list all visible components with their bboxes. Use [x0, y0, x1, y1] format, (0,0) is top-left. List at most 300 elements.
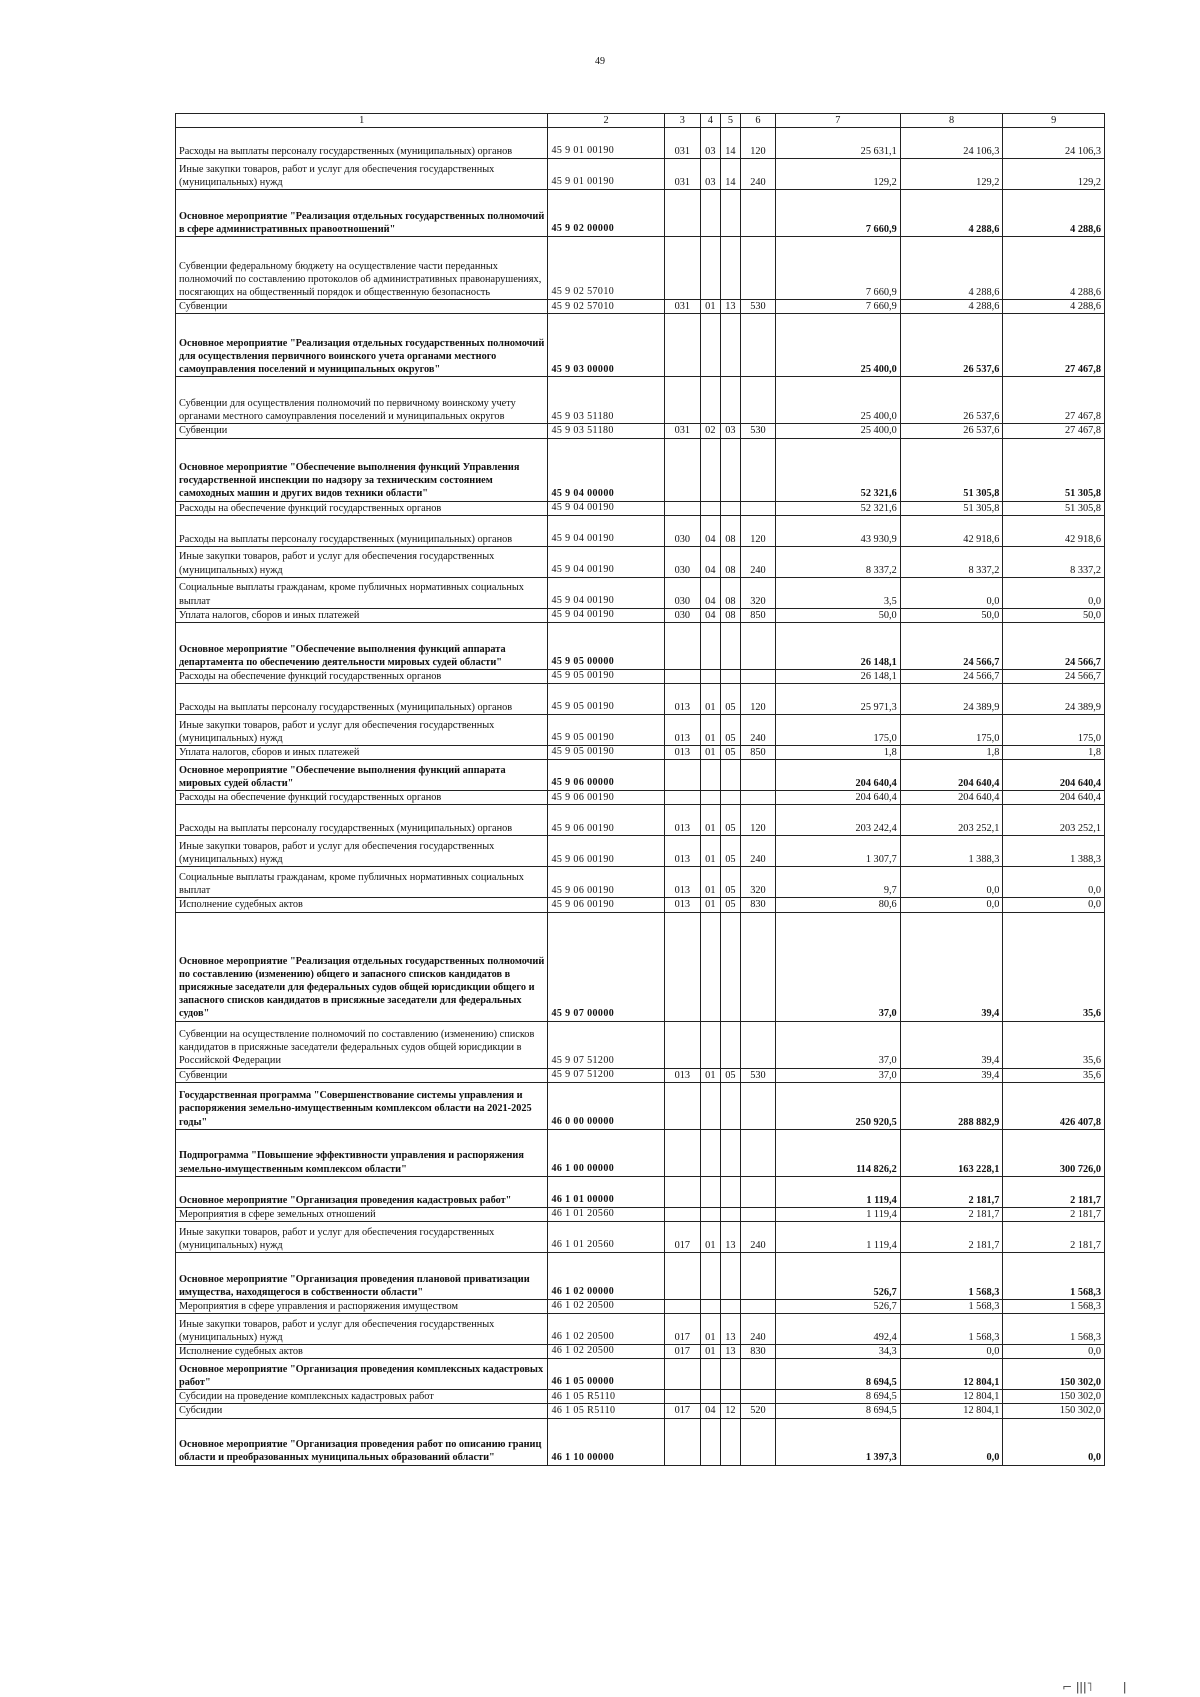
row-section-code [700, 314, 720, 377]
row-value-col9: 24 389,9 [1003, 684, 1105, 715]
table-row [176, 159, 1105, 190]
row-subsection-code [720, 1129, 740, 1176]
row-code: 45 9 03 51180 [548, 424, 664, 438]
row-code: 45 9 05 00000 [548, 622, 664, 669]
row-value-col9: 24 566,7 [1003, 669, 1105, 683]
row-section-code: 01 [700, 684, 720, 715]
row-name: Иные закупки товаров, работ и услуг для обеспечения государственных (муниципальных) нужд [176, 1221, 548, 1252]
row-section-code: 02 [700, 424, 720, 438]
row-name: Социальные выплаты гражданам, кроме публичных нормативных социальных выплат [176, 867, 548, 898]
row-expense-type [740, 1359, 775, 1390]
table-row [176, 1068, 1105, 1082]
row-name: Мероприятия в сфере земельных отношений [176, 1207, 548, 1221]
row-code: 46 1 02 20500 [548, 1299, 664, 1313]
row-code: 45 9 02 00000 [548, 190, 664, 237]
row-value-col8: 12 804,1 [900, 1404, 1003, 1418]
row-value-col7: 52 321,6 [775, 501, 900, 515]
row-subsection-code [720, 190, 740, 237]
row-value-col9: 150 302,0 [1003, 1359, 1105, 1390]
row-value-col7: 7 660,9 [775, 190, 900, 237]
row-ministry-code [664, 1176, 700, 1207]
row-value-col7: 492,4 [775, 1314, 900, 1345]
row-code: 45 9 07 00000 [548, 912, 664, 1021]
row-subsection-code [720, 1207, 740, 1221]
row-value-col8: 26 537,6 [900, 314, 1003, 377]
row-expense-type [740, 190, 775, 237]
row-expense-type [740, 669, 775, 683]
row-section-code [700, 1176, 720, 1207]
row-subsection-code: 13 [720, 1314, 740, 1345]
row-subsection-code: 05 [720, 715, 740, 746]
table-row [176, 805, 1105, 836]
row-value-col7: 34,3 [775, 1345, 900, 1359]
row-value-col9: 0,0 [1003, 867, 1105, 898]
row-ministry-code [664, 1129, 700, 1176]
row-value-col8: 0,0 [900, 898, 1003, 912]
row-value-col7: 204 640,4 [775, 791, 900, 805]
row-name: Подпрограмма "Повышение эффективности управления и распоряжения земельно-имущественным комплексом области" [176, 1129, 548, 1176]
row-name: Социальные выплаты гражданам, кроме публичных нормативных социальных выплат [176, 577, 548, 608]
row-value-col8: 2 181,7 [900, 1221, 1003, 1252]
row-subsection-code [720, 760, 740, 791]
row-code: 46 1 02 20500 [548, 1345, 664, 1359]
row-value-col7: 25 400,0 [775, 314, 900, 377]
row-code: 45 9 07 51200 [548, 1021, 664, 1068]
table-row [176, 898, 1105, 912]
row-value-col8: 1 388,3 [900, 836, 1003, 867]
row-subsection-code: 08 [720, 577, 740, 608]
row-name: Основное мероприятие "Реализация отдельных государственных полномочий для осуществления первичного воинского учета органами местного самоуправления поселений и муниципальных округов" [176, 314, 548, 377]
row-section-code: 01 [700, 1221, 720, 1252]
row-name: Субвенции [176, 424, 548, 438]
row-value-col9: 129,2 [1003, 159, 1105, 190]
row-section-code: 01 [700, 898, 720, 912]
row-ministry-code [664, 1252, 700, 1299]
table-row [176, 1207, 1105, 1221]
row-value-col9: 2 181,7 [1003, 1221, 1105, 1252]
row-value-col7: 37,0 [775, 1068, 900, 1082]
row-subsection-code [720, 1082, 740, 1129]
row-expense-type [740, 760, 775, 791]
row-section-code [700, 190, 720, 237]
table-row [176, 912, 1105, 1021]
row-code: 45 9 05 00190 [548, 715, 664, 746]
row-ministry-code: 013 [664, 898, 700, 912]
table-row [176, 1021, 1105, 1068]
row-ministry-code [664, 1082, 700, 1129]
row-subsection-code [720, 314, 740, 377]
row-name: Расходы на обеспечение функций государственных органов [176, 791, 548, 805]
row-code: 45 9 05 00190 [548, 684, 664, 715]
row-section-code: 01 [700, 1345, 720, 1359]
row-ministry-code [664, 438, 700, 501]
row-name: Основное мероприятие "Организация проведения комплексных кадастровых работ" [176, 1359, 548, 1390]
table-row [176, 1404, 1105, 1418]
row-subsection-code: 05 [720, 1068, 740, 1082]
row-code: 45 9 06 00190 [548, 805, 664, 836]
row-expense-type: 240 [740, 836, 775, 867]
header-cell-7: 7 [775, 114, 900, 128]
row-code: 45 9 04 00190 [548, 608, 664, 622]
row-value-col7: 3,5 [775, 577, 900, 608]
row-value-col8: 4 288,6 [900, 190, 1003, 237]
row-value-col9: 27 467,8 [1003, 314, 1105, 377]
row-ministry-code [664, 912, 700, 1021]
row-value-col8: 175,0 [900, 715, 1003, 746]
row-ministry-code: 031 [664, 424, 700, 438]
row-ministry-code [664, 1359, 700, 1390]
row-value-col7: 26 148,1 [775, 669, 900, 683]
row-value-col9: 35,6 [1003, 912, 1105, 1021]
table-row [176, 867, 1105, 898]
page-number: 49 [595, 56, 605, 67]
row-value-col9: 1 568,3 [1003, 1299, 1105, 1313]
row-code: 45 9 04 00190 [548, 577, 664, 608]
row-value-col9: 35,6 [1003, 1068, 1105, 1082]
row-ministry-code: 030 [664, 577, 700, 608]
row-value-col7: 25 971,3 [775, 684, 900, 715]
row-value-col8: 51 305,8 [900, 438, 1003, 501]
row-section-code: 01 [700, 300, 720, 314]
row-subsection-code: 05 [720, 867, 740, 898]
row-value-col8: 0,0 [900, 577, 1003, 608]
row-code: 46 1 05 00000 [548, 1359, 664, 1390]
row-subsection-code: 05 [720, 898, 740, 912]
row-value-col8: 24 566,7 [900, 622, 1003, 669]
row-value-col7: 8 694,5 [775, 1359, 900, 1390]
row-code: 45 9 07 51200 [548, 1068, 664, 1082]
header-cell-8: 8 [900, 114, 1003, 128]
row-subsection-code [720, 1418, 740, 1465]
row-section-code: 01 [700, 867, 720, 898]
row-expense-type: 530 [740, 424, 775, 438]
table-row [176, 300, 1105, 314]
row-name: Субвенции на осуществление полномочий по составлению (изменению) списков кандидатов в присяжные заседатели федеральных судов общей юрисдикции в Российской Федерации [176, 1021, 548, 1068]
row-name: Исполнение судебных актов [176, 898, 548, 912]
row-value-col8: 51 305,8 [900, 501, 1003, 515]
row-code: 45 9 06 00190 [548, 898, 664, 912]
row-name: Субвенции федеральному бюджету на осуществление части переданных полномочий по составлению протоколов об административных правонарушениях, посягающих на общественный порядок и общественную безопасность [176, 237, 548, 300]
row-subsection-code [720, 791, 740, 805]
row-section-code: 04 [700, 1404, 720, 1418]
row-expense-type [740, 1129, 775, 1176]
row-subsection-code [720, 669, 740, 683]
row-ministry-code: 030 [664, 515, 700, 546]
row-code: 46 1 10 00000 [548, 1418, 664, 1465]
table-row [176, 190, 1105, 237]
row-section-code: 01 [700, 805, 720, 836]
row-expense-type: 850 [740, 746, 775, 760]
row-ministry-code [664, 791, 700, 805]
row-section-code: 03 [700, 159, 720, 190]
table-row [176, 1345, 1105, 1359]
row-name: Государственная программа "Совершенствование системы управления и распоряжения земельно-имущественным комплексом области на 2021-2025 годы" [176, 1082, 548, 1129]
header-cell-5: 5 [720, 114, 740, 128]
row-expense-type: 240 [740, 546, 775, 577]
row-name: Основное мероприятие "Организация проведения работ по описанию границ области и преобразованных муниципальных образований области" [176, 1418, 548, 1465]
row-expense-type: 320 [740, 867, 775, 898]
row-name: Иные закупки товаров, работ и услуг для обеспечения государственных (муниципальных) нужд [176, 715, 548, 746]
row-value-col9: 0,0 [1003, 1418, 1105, 1465]
row-name: Субсидии на проведение комплексных кадастровых работ [176, 1390, 548, 1404]
row-value-col7: 1 119,4 [775, 1221, 900, 1252]
header-cell-4: 4 [700, 114, 720, 128]
row-expense-type [740, 1299, 775, 1313]
row-ministry-code [664, 377, 700, 424]
table-row [176, 1418, 1105, 1465]
row-value-col9: 2 181,7 [1003, 1207, 1105, 1221]
table-row [176, 760, 1105, 791]
row-value-col9: 150 302,0 [1003, 1390, 1105, 1404]
row-section-code [700, 622, 720, 669]
row-name: Субвенции [176, 1068, 548, 1082]
row-expense-type [740, 912, 775, 1021]
row-expense-type: 240 [740, 715, 775, 746]
row-value-col7: 37,0 [775, 912, 900, 1021]
row-section-code: 01 [700, 746, 720, 760]
row-expense-type: 240 [740, 159, 775, 190]
row-expense-type: 240 [740, 1221, 775, 1252]
row-name: Основное мероприятие "Организация проведения плановой приватизации имущества, находящегося в собственности области" [176, 1252, 548, 1299]
row-code: 45 9 02 57010 [548, 300, 664, 314]
row-value-col7: 7 660,9 [775, 300, 900, 314]
row-ministry-code: 013 [664, 746, 700, 760]
row-ministry-code: 017 [664, 1221, 700, 1252]
row-value-col8: 0,0 [900, 1418, 1003, 1465]
row-value-col8: 203 252,1 [900, 805, 1003, 836]
row-name: Расходы на обеспечение функций государственных органов [176, 669, 548, 683]
row-value-col8: 1 568,3 [900, 1252, 1003, 1299]
row-subsection-code: 05 [720, 805, 740, 836]
row-section-code: 01 [700, 715, 720, 746]
row-name: Исполнение судебных актов [176, 1345, 548, 1359]
row-section-code [700, 1207, 720, 1221]
row-expense-type [740, 1207, 775, 1221]
table-row [176, 377, 1105, 424]
row-value-col9: 27 467,8 [1003, 377, 1105, 424]
row-value-col9: 0,0 [1003, 577, 1105, 608]
row-value-col9: 4 288,6 [1003, 237, 1105, 300]
table-row [176, 546, 1105, 577]
row-code: 45 9 02 57010 [548, 237, 664, 300]
row-value-col7: 25 631,1 [775, 128, 900, 159]
row-section-code [700, 501, 720, 515]
row-ministry-code [664, 1390, 700, 1404]
row-value-col9: 2 181,7 [1003, 1176, 1105, 1207]
row-value-col8: 39,4 [900, 912, 1003, 1021]
row-code: 46 1 02 20500 [548, 1314, 664, 1345]
row-subsection-code [720, 438, 740, 501]
row-name: Расходы на обеспечение функций государственных органов [176, 501, 548, 515]
row-expense-type: 830 [740, 898, 775, 912]
table-row [176, 1129, 1105, 1176]
row-value-col8: 163 228,1 [900, 1129, 1003, 1176]
row-ministry-code [664, 314, 700, 377]
row-value-col8: 24 566,7 [900, 669, 1003, 683]
row-value-col8: 288 882,9 [900, 1082, 1003, 1129]
row-ministry-code: 030 [664, 546, 700, 577]
row-value-col8: 1,8 [900, 746, 1003, 760]
row-value-col8: 24 389,9 [900, 684, 1003, 715]
row-subsection-code: 14 [720, 159, 740, 190]
row-code: 45 9 03 00000 [548, 314, 664, 377]
row-code: 45 9 01 00190 [548, 128, 664, 159]
table-row [176, 669, 1105, 683]
row-section-code [700, 237, 720, 300]
header-cell-6: 6 [740, 114, 775, 128]
row-ministry-code: 030 [664, 608, 700, 622]
row-subsection-code: 12 [720, 1404, 740, 1418]
row-subsection-code [720, 1299, 740, 1313]
row-expense-type [740, 1082, 775, 1129]
table-row [176, 1390, 1105, 1404]
row-name: Основное мероприятие "Обеспечение выполнения функций аппарата мировых судей области" [176, 760, 548, 791]
row-expense-type [740, 237, 775, 300]
row-name: Иные закупки товаров, работ и услуг для обеспечения государственных (муниципальных) нужд [176, 836, 548, 867]
row-value-col9: 50,0 [1003, 608, 1105, 622]
row-ministry-code [664, 237, 700, 300]
row-value-col7: 37,0 [775, 1021, 900, 1068]
row-expense-type: 320 [740, 577, 775, 608]
table-row [176, 1252, 1105, 1299]
table-row [176, 515, 1105, 546]
row-value-col9: 203 252,1 [1003, 805, 1105, 836]
row-code: 46 1 02 00000 [548, 1252, 664, 1299]
row-section-code [700, 760, 720, 791]
row-section-code [700, 1359, 720, 1390]
row-subsection-code: 08 [720, 546, 740, 577]
row-value-col9: 24 106,3 [1003, 128, 1105, 159]
row-value-col7: 526,7 [775, 1252, 900, 1299]
row-subsection-code: 03 [720, 424, 740, 438]
table-row [176, 1359, 1105, 1390]
row-subsection-code: 13 [720, 300, 740, 314]
row-value-col9: 0,0 [1003, 898, 1105, 912]
row-value-col7: 203 242,4 [775, 805, 900, 836]
row-section-code: 04 [700, 515, 720, 546]
row-section-code [700, 1418, 720, 1465]
row-section-code [700, 438, 720, 501]
row-subsection-code [720, 1176, 740, 1207]
row-value-col9: 51 305,8 [1003, 501, 1105, 515]
row-code: 45 9 04 00190 [548, 515, 664, 546]
row-value-col9: 4 288,6 [1003, 300, 1105, 314]
row-expense-type: 120 [740, 805, 775, 836]
row-subsection-code: 14 [720, 128, 740, 159]
row-section-code [700, 912, 720, 1021]
row-expense-type [740, 377, 775, 424]
row-subsection-code [720, 1359, 740, 1390]
row-expense-type: 520 [740, 1404, 775, 1418]
row-code: 45 9 01 00190 [548, 159, 664, 190]
table-row [176, 791, 1105, 805]
row-value-col8: 204 640,4 [900, 760, 1003, 791]
row-subsection-code [720, 622, 740, 669]
row-code: 46 1 01 20560 [548, 1221, 664, 1252]
row-value-col9: 35,6 [1003, 1021, 1105, 1068]
row-value-col7: 9,7 [775, 867, 900, 898]
row-name: Основное мероприятие "Реализация отдельных государственных полномочий в сфере административных правоотношений" [176, 190, 548, 237]
row-value-col9: 150 302,0 [1003, 1404, 1105, 1418]
row-value-col8: 50,0 [900, 608, 1003, 622]
row-value-col8: 2 181,7 [900, 1176, 1003, 1207]
row-value-col8: 12 804,1 [900, 1359, 1003, 1390]
row-name: Иные закупки товаров, работ и услуг для обеспечения государственных (муниципальных) нужд [176, 546, 548, 577]
row-name: Основное мероприятие "Реализация отдельных государственных полномочий по составлению (изменению) общего и запасного списков кандидатов в присяжные заседатели для федеральных судов общей юрисдикции общего и запасного списков кандидатов в присяжные заседатели для федеральных судов" [176, 912, 548, 1021]
row-section-code [700, 1390, 720, 1404]
row-value-col8: 4 288,6 [900, 300, 1003, 314]
row-name: Уплата налогов, сборов и иных платежей [176, 746, 548, 760]
row-section-code: 01 [700, 1068, 720, 1082]
row-section-code [700, 1082, 720, 1129]
row-section-code: 01 [700, 1314, 720, 1345]
row-expense-type [740, 1021, 775, 1068]
header-cell-9: 9 [1003, 114, 1105, 128]
row-subsection-code [720, 1021, 740, 1068]
row-ministry-code: 017 [664, 1314, 700, 1345]
table-row [176, 314, 1105, 377]
table-row [176, 746, 1105, 760]
row-value-col8: 26 537,6 [900, 424, 1003, 438]
row-code: 45 9 06 00190 [548, 791, 664, 805]
table-row [176, 836, 1105, 867]
row-value-col9: 1 568,3 [1003, 1314, 1105, 1345]
row-value-col9: 300 726,0 [1003, 1129, 1105, 1176]
row-name: Расходы на выплаты персоналу государственных (муниципальных) органов [176, 805, 548, 836]
row-value-col8: 39,4 [900, 1068, 1003, 1082]
table-row [176, 1299, 1105, 1313]
row-value-col9: 1,8 [1003, 746, 1105, 760]
row-expense-type [740, 314, 775, 377]
row-subsection-code: 08 [720, 515, 740, 546]
row-subsection-code [720, 1390, 740, 1404]
row-expense-type: 120 [740, 684, 775, 715]
row-value-col7: 1 119,4 [775, 1176, 900, 1207]
row-code: 46 1 05 R5110 [548, 1390, 664, 1404]
row-section-code [700, 791, 720, 805]
row-expense-type [740, 1176, 775, 1207]
row-value-col8: 0,0 [900, 867, 1003, 898]
row-name: Уплата налогов, сборов и иных платежей [176, 608, 548, 622]
row-value-col9: 27 467,8 [1003, 424, 1105, 438]
row-value-col7: 26 148,1 [775, 622, 900, 669]
row-ministry-code [664, 501, 700, 515]
row-value-col9: 175,0 [1003, 715, 1105, 746]
row-code: 46 1 01 00000 [548, 1176, 664, 1207]
row-ministry-code: 017 [664, 1404, 700, 1418]
row-section-code: 04 [700, 577, 720, 608]
row-subsection-code: 05 [720, 836, 740, 867]
row-ministry-code: 017 [664, 1345, 700, 1359]
row-value-col7: 1 119,4 [775, 1207, 900, 1221]
row-ministry-code [664, 760, 700, 791]
row-ministry-code: 013 [664, 805, 700, 836]
row-subsection-code [720, 1252, 740, 1299]
row-code: 45 9 04 00190 [548, 501, 664, 515]
row-code: 45 9 04 00190 [548, 546, 664, 577]
row-value-col8: 39,4 [900, 1021, 1003, 1068]
row-expense-type [740, 1252, 775, 1299]
row-subsection-code: 13 [720, 1221, 740, 1252]
row-value-col7: 8 694,5 [775, 1404, 900, 1418]
table-row [176, 622, 1105, 669]
row-value-col9: 0,0 [1003, 1345, 1105, 1359]
row-value-col8: 1 568,3 [900, 1314, 1003, 1345]
row-name: Основное мероприятие "Обеспечение выполнения функций аппарата департамента по обеспечению деятельности мировых судей области" [176, 622, 548, 669]
row-code: 45 9 05 00190 [548, 746, 664, 760]
row-name: Субсидии [176, 1404, 548, 1418]
row-section-code: 04 [700, 608, 720, 622]
